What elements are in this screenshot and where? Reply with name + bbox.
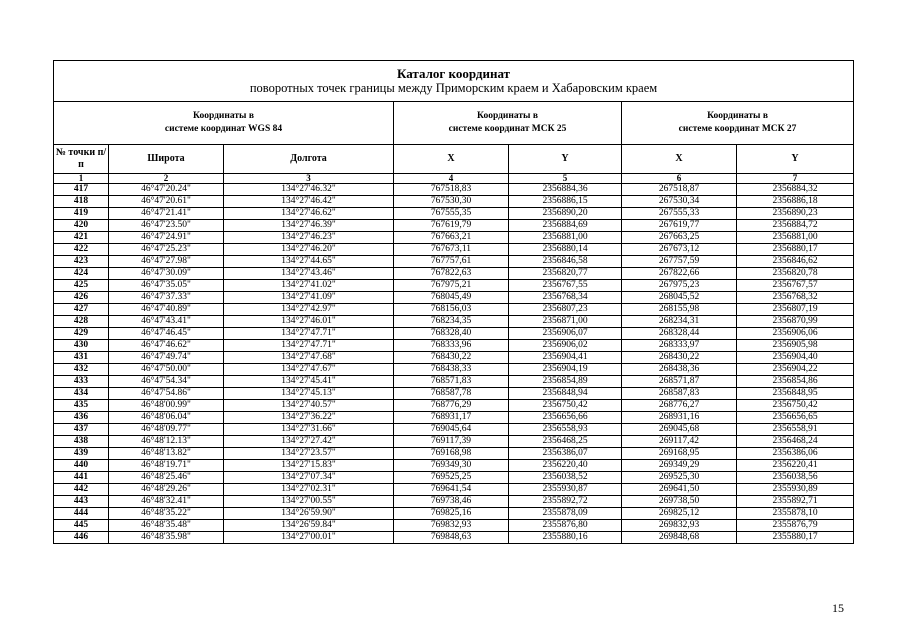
latitude-cell: 46°48'35.22": [109, 508, 224, 520]
column-number: 7: [737, 174, 854, 184]
point-number-cell: 431: [54, 352, 109, 364]
point-number-cell: 429: [54, 328, 109, 340]
point-number-cell: 430: [54, 340, 109, 352]
msk25-y-cell: 2355878,09: [509, 508, 622, 520]
msk27-y-cell: 2356767,57: [737, 280, 854, 292]
column-header-latitude: Широта: [109, 145, 224, 174]
longitude-cell: 134°27'46.39": [224, 220, 394, 232]
msk25-y-cell: 2356880,14: [509, 244, 622, 256]
msk27-y-cell: 2356656,65: [737, 412, 854, 424]
msk25-x-cell: 768234,35: [394, 316, 509, 328]
msk25-x-cell: 769349,30: [394, 460, 509, 472]
longitude-cell: 134°27'15.83": [224, 460, 394, 472]
table-row: [54, 280, 854, 292]
latitude-cell: 46°47'50.00": [109, 364, 224, 376]
point-number-cell: 445: [54, 520, 109, 532]
msk25-x-cell: 767822,63: [394, 268, 509, 280]
msk27-y-cell: 2356905,98: [737, 340, 854, 352]
table-row: [54, 496, 854, 508]
msk25-y-cell: 2356750,42: [509, 400, 622, 412]
longitude-cell: 134°27'47.67": [224, 364, 394, 376]
msk27-x-cell: 269045,68: [622, 424, 737, 436]
point-number-cell: 428: [54, 316, 109, 328]
column-header-msk27-y: Y: [737, 145, 854, 174]
msk25-y-cell: 2355892,72: [509, 496, 622, 508]
table-row: [54, 532, 854, 544]
msk25-x-cell: 768430,22: [394, 352, 509, 364]
msk27-x-cell: 267518,87: [622, 184, 737, 196]
longitude-cell: 134°27'02.31": [224, 484, 394, 496]
msk27-x-cell: 269832,93: [622, 520, 737, 532]
point-number-cell: 432: [54, 364, 109, 376]
point-number-cell: 425: [54, 280, 109, 292]
longitude-cell: 134°27'46.01": [224, 316, 394, 328]
msk27-y-cell: 2355876,79: [737, 520, 854, 532]
msk27-y-cell: 2356884,32: [737, 184, 854, 196]
table-row: [54, 256, 854, 268]
table-row: [54, 436, 854, 448]
point-number-cell: 441: [54, 472, 109, 484]
longitude-cell: 134°27'00.01": [224, 532, 394, 544]
catalog-title-cell: [54, 61, 854, 102]
latitude-cell: 46°47'54.34": [109, 376, 224, 388]
msk27-x-cell: 268931,16: [622, 412, 737, 424]
latitude-cell: 46°47'20.61": [109, 196, 224, 208]
msk27-y-cell: 2355930,89: [737, 484, 854, 496]
table-row: [54, 184, 854, 196]
latitude-cell: 46°47'46.62": [109, 340, 224, 352]
msk25-x-cell: 767518,83: [394, 184, 509, 196]
table-row: [54, 472, 854, 484]
latitude-cell: 46°47'46.45": [109, 328, 224, 340]
table-row: [54, 328, 854, 340]
msk25-x-cell: 768587,78: [394, 388, 509, 400]
column-number: 5: [509, 174, 622, 184]
point-number-cell: 438: [54, 436, 109, 448]
msk25-x-cell: 769045,64: [394, 424, 509, 436]
table-row: [54, 292, 854, 304]
point-number-cell: 422: [54, 244, 109, 256]
msk27-x-cell: 269525,30: [622, 472, 737, 484]
msk25-x-cell: 768776,29: [394, 400, 509, 412]
table-row: [54, 196, 854, 208]
table-row: [54, 364, 854, 376]
longitude-cell: 134°27'40.57": [224, 400, 394, 412]
column-number: 1: [54, 174, 109, 184]
column-header-msk25-y: Y: [509, 145, 622, 174]
msk27-y-cell: 2356750,42: [737, 400, 854, 412]
latitude-cell: 46°48'13.82": [109, 448, 224, 460]
msk27-y-cell: 2356820,78: [737, 268, 854, 280]
msk27-y-cell: 2356768,32: [737, 292, 854, 304]
longitude-cell: 134°27'07.34": [224, 472, 394, 484]
msk27-x-cell: 268045,52: [622, 292, 737, 304]
msk27-x-cell: 269117,42: [622, 436, 737, 448]
msk25-x-cell: 769738,46: [394, 496, 509, 508]
column-number: 2: [109, 174, 224, 184]
msk27-x-cell: 267555,33: [622, 208, 737, 220]
latitude-cell: 46°47'20.24": [109, 184, 224, 196]
longitude-cell: 134°27'23.57": [224, 448, 394, 460]
longitude-cell: 134°27'47.71": [224, 340, 394, 352]
latitude-cell: 46°47'25.23": [109, 244, 224, 256]
msk25-x-cell: 769825,16: [394, 508, 509, 520]
group-header-msk25: Координаты в системе координат МСК 25: [394, 102, 622, 145]
table-row: [54, 208, 854, 220]
table-row: [54, 448, 854, 460]
longitude-cell: 134°27'00.55": [224, 496, 394, 508]
latitude-cell: 46°48'32.41": [109, 496, 224, 508]
msk25-x-cell: 767530,30: [394, 196, 509, 208]
msk27-y-cell: 2355892,71: [737, 496, 854, 508]
table-row: [54, 352, 854, 364]
msk27-x-cell: 267663,25: [622, 232, 737, 244]
msk27-x-cell: 267975,23: [622, 280, 737, 292]
msk25-y-cell: 2356558,93: [509, 424, 622, 436]
msk25-y-cell: 2356871,00: [509, 316, 622, 328]
msk27-y-cell: 2356881,00: [737, 232, 854, 244]
msk25-x-cell: 769641,54: [394, 484, 509, 496]
table-row: [54, 520, 854, 532]
msk25-x-cell: 768333,96: [394, 340, 509, 352]
msk27-x-cell: 268328,44: [622, 328, 737, 340]
point-number-cell: 426: [54, 292, 109, 304]
msk25-y-cell: 2356220,40: [509, 460, 622, 472]
latitude-cell: 46°48'06.04": [109, 412, 224, 424]
msk25-x-cell: 769832,93: [394, 520, 509, 532]
msk27-x-cell: 268438,36: [622, 364, 737, 376]
latitude-cell: 46°47'35.05": [109, 280, 224, 292]
msk25-x-cell: 767757,61: [394, 256, 509, 268]
msk25-y-cell: 2356890,20: [509, 208, 622, 220]
group-header-msk27: Координаты в системе координат МСК 27: [622, 102, 854, 145]
table-row: [54, 508, 854, 520]
point-number-cell: 439: [54, 448, 109, 460]
longitude-cell: 134°27'43.46": [224, 268, 394, 280]
msk27-y-cell: 2356904,40: [737, 352, 854, 364]
point-number-cell: 440: [54, 460, 109, 472]
msk25-x-cell: 769117,39: [394, 436, 509, 448]
latitude-cell: 46°48'29.26": [109, 484, 224, 496]
msk27-x-cell: 268571,87: [622, 376, 737, 388]
msk25-y-cell: 2356906,02: [509, 340, 622, 352]
msk27-y-cell: 2356220,41: [737, 460, 854, 472]
msk27-x-cell: 267757,59: [622, 256, 737, 268]
msk25-x-cell: 768328,40: [394, 328, 509, 340]
catalog-title: Каталог координат: [397, 65, 511, 81]
latitude-cell: 46°48'19.71": [109, 460, 224, 472]
msk25-y-cell: 2356884,36: [509, 184, 622, 196]
msk25-y-cell: 2356906,07: [509, 328, 622, 340]
msk27-y-cell: 2356880,17: [737, 244, 854, 256]
table-row: [54, 244, 854, 256]
msk25-y-cell: 2356807,23: [509, 304, 622, 316]
msk25-y-cell: 2356884,69: [509, 220, 622, 232]
msk25-x-cell: 767555,35: [394, 208, 509, 220]
msk27-y-cell: 2356854,86: [737, 376, 854, 388]
catalog-sheet: [53, 60, 853, 544]
msk25-y-cell: 2356848,94: [509, 388, 622, 400]
msk27-y-cell: 2356558,91: [737, 424, 854, 436]
point-number-cell: 433: [54, 376, 109, 388]
msk25-x-cell: 767619,79: [394, 220, 509, 232]
latitude-cell: 46°48'35.98": [109, 532, 224, 544]
msk27-y-cell: 2356468,24: [737, 436, 854, 448]
table-body: [54, 184, 854, 544]
msk27-y-cell: 2356904,22: [737, 364, 854, 376]
latitude-cell: 46°47'21.41": [109, 208, 224, 220]
longitude-cell: 134°27'46.23": [224, 232, 394, 244]
msk27-x-cell: 267619,77: [622, 220, 737, 232]
msk27-y-cell: 2356890,23: [737, 208, 854, 220]
latitude-cell: 46°47'43.41": [109, 316, 224, 328]
table-row: [54, 460, 854, 472]
msk25-y-cell: 2356768,34: [509, 292, 622, 304]
msk27-x-cell: 269168,95: [622, 448, 737, 460]
latitude-cell: 46°48'35.48": [109, 520, 224, 532]
msk25-y-cell: 2356656,66: [509, 412, 622, 424]
column-header-longitude: Долгота: [224, 145, 394, 174]
msk25-y-cell: 2356846,58: [509, 256, 622, 268]
point-number-cell: 436: [54, 412, 109, 424]
point-number-cell: 418: [54, 196, 109, 208]
msk27-y-cell: 2356886,18: [737, 196, 854, 208]
longitude-cell: 134°27'46.32": [224, 184, 394, 196]
msk25-x-cell: 768156,03: [394, 304, 509, 316]
longitude-cell: 134°27'36.22": [224, 412, 394, 424]
msk25-y-cell: 2356386,07: [509, 448, 622, 460]
longitude-cell: 134°27'45.41": [224, 376, 394, 388]
msk27-x-cell: 269641,50: [622, 484, 737, 496]
column-number: 4: [394, 174, 509, 184]
table-row: [54, 220, 854, 232]
msk27-y-cell: 2356386,06: [737, 448, 854, 460]
latitude-cell: 46°48'09.77": [109, 424, 224, 436]
latitude-cell: 46°48'25.46": [109, 472, 224, 484]
msk27-y-cell: 2355878,10: [737, 508, 854, 520]
longitude-cell: 134°27'46.42": [224, 196, 394, 208]
msk25-y-cell: 2356904,19: [509, 364, 622, 376]
msk25-y-cell: 2356468,25: [509, 436, 622, 448]
longitude-cell: 134°27'46.62": [224, 208, 394, 220]
msk25-y-cell: 2356881,00: [509, 232, 622, 244]
msk25-y-cell: 2355930,87: [509, 484, 622, 496]
msk27-y-cell: 2356884,72: [737, 220, 854, 232]
msk25-y-cell: 2356038,52: [509, 472, 622, 484]
msk25-y-cell: 2356767,55: [509, 280, 622, 292]
msk25-y-cell: 2356854,89: [509, 376, 622, 388]
column-header-msk25-x: X: [394, 145, 509, 174]
column-header-msk27-x: X: [622, 145, 737, 174]
column-number: 3: [224, 174, 394, 184]
msk27-y-cell: 2356846,62: [737, 256, 854, 268]
point-number-cell: 419: [54, 208, 109, 220]
point-number-cell: 442: [54, 484, 109, 496]
msk27-x-cell: 268776,27: [622, 400, 737, 412]
table-row: [54, 484, 854, 496]
msk27-x-cell: 269848,68: [622, 532, 737, 544]
msk27-x-cell: 268155,98: [622, 304, 737, 316]
point-number-cell: 435: [54, 400, 109, 412]
longitude-cell: 134°27'41.02": [224, 280, 394, 292]
longitude-cell: 134°27'41.09": [224, 292, 394, 304]
msk27-x-cell: 268333,97: [622, 340, 737, 352]
point-number-cell: 421: [54, 232, 109, 244]
msk25-x-cell: 767663,21: [394, 232, 509, 244]
msk27-x-cell: 267530,34: [622, 196, 737, 208]
point-number-cell: 446: [54, 532, 109, 544]
point-number-cell: 437: [54, 424, 109, 436]
table-row: [54, 388, 854, 400]
table-row: [54, 268, 854, 280]
msk25-x-cell: 769525,25: [394, 472, 509, 484]
msk25-x-cell: 768045,49: [394, 292, 509, 304]
msk25-y-cell: 2356886,15: [509, 196, 622, 208]
msk25-y-cell: 2356904,41: [509, 352, 622, 364]
latitude-cell: 46°48'12.13": [109, 436, 224, 448]
longitude-cell: 134°27'27.42": [224, 436, 394, 448]
msk27-x-cell: 267673,12: [622, 244, 737, 256]
msk25-x-cell: 767975,21: [394, 280, 509, 292]
msk25-x-cell: 768438,33: [394, 364, 509, 376]
point-number-cell: 424: [54, 268, 109, 280]
table-row: [54, 412, 854, 424]
latitude-cell: 46°47'40.89": [109, 304, 224, 316]
msk25-y-cell: 2355880,16: [509, 532, 622, 544]
msk25-y-cell: 2356820,77: [509, 268, 622, 280]
longitude-cell: 134°27'45.13": [224, 388, 394, 400]
table-row: [54, 424, 854, 436]
longitude-cell: 134°27'44.65": [224, 256, 394, 268]
longitude-cell: 134°27'46.20": [224, 244, 394, 256]
msk27-x-cell: 269825,12: [622, 508, 737, 520]
table-row: [54, 232, 854, 244]
latitude-cell: 46°47'27.98": [109, 256, 224, 268]
point-number-cell: 444: [54, 508, 109, 520]
table-row: [54, 304, 854, 316]
msk25-x-cell: 768571,83: [394, 376, 509, 388]
latitude-cell: 46°47'23.50": [109, 220, 224, 232]
longitude-cell: 134°26'59.84": [224, 520, 394, 532]
msk27-x-cell: 268430,22: [622, 352, 737, 364]
latitude-cell: 46°47'49.74": [109, 352, 224, 364]
point-number-cell: 423: [54, 256, 109, 268]
msk25-x-cell: 767673,11: [394, 244, 509, 256]
msk27-x-cell: 268234,31: [622, 316, 737, 328]
column-number: 6: [622, 174, 737, 184]
msk27-x-cell: 269349,29: [622, 460, 737, 472]
msk27-y-cell: 2356848,95: [737, 388, 854, 400]
latitude-cell: 46°47'37.33": [109, 292, 224, 304]
msk25-y-cell: 2355876,80: [509, 520, 622, 532]
msk27-y-cell: 2356906,06: [737, 328, 854, 340]
msk27-x-cell: 269738,50: [622, 496, 737, 508]
longitude-cell: 134°27'42.97": [224, 304, 394, 316]
msk27-x-cell: 267822,66: [622, 268, 737, 280]
column-header-point: № точки п/п: [54, 145, 109, 174]
longitude-cell: 134°26'59.90": [224, 508, 394, 520]
point-number-cell: 427: [54, 304, 109, 316]
coordinates-table: [53, 60, 854, 544]
table-row: [54, 316, 854, 328]
msk27-y-cell: 2356870,99: [737, 316, 854, 328]
group-header-wgs84: Координаты в системе координат WGS 84: [54, 102, 394, 145]
msk27-y-cell: 2356038,56: [737, 472, 854, 484]
msk25-x-cell: 769168,98: [394, 448, 509, 460]
longitude-cell: 134°27'47.68": [224, 352, 394, 364]
table-row: [54, 400, 854, 412]
point-number-cell: 420: [54, 220, 109, 232]
latitude-cell: 46°47'24.91": [109, 232, 224, 244]
catalog-subtitle: поворотных точек границы между Приморским краем и Хабаровским краем: [249, 81, 658, 96]
msk27-y-cell: 2356807,19: [737, 304, 854, 316]
msk27-x-cell: 268587,83: [622, 388, 737, 400]
point-number-cell: 443: [54, 496, 109, 508]
msk25-x-cell: 769848,63: [394, 532, 509, 544]
longitude-cell: 134°27'31.66": [224, 424, 394, 436]
latitude-cell: 46°48'00.99": [109, 400, 224, 412]
point-number-cell: 434: [54, 388, 109, 400]
table-row: [54, 340, 854, 352]
table-row: [54, 376, 854, 388]
page-number: 15: [832, 601, 844, 615]
latitude-cell: 46°47'54.86": [109, 388, 224, 400]
longitude-cell: 134°27'47.71": [224, 328, 394, 340]
msk25-x-cell: 768931,17: [394, 412, 509, 424]
point-number-cell: 417: [54, 184, 109, 196]
latitude-cell: 46°47'30.09": [109, 268, 224, 280]
msk27-y-cell: 2355880,17: [737, 532, 854, 544]
